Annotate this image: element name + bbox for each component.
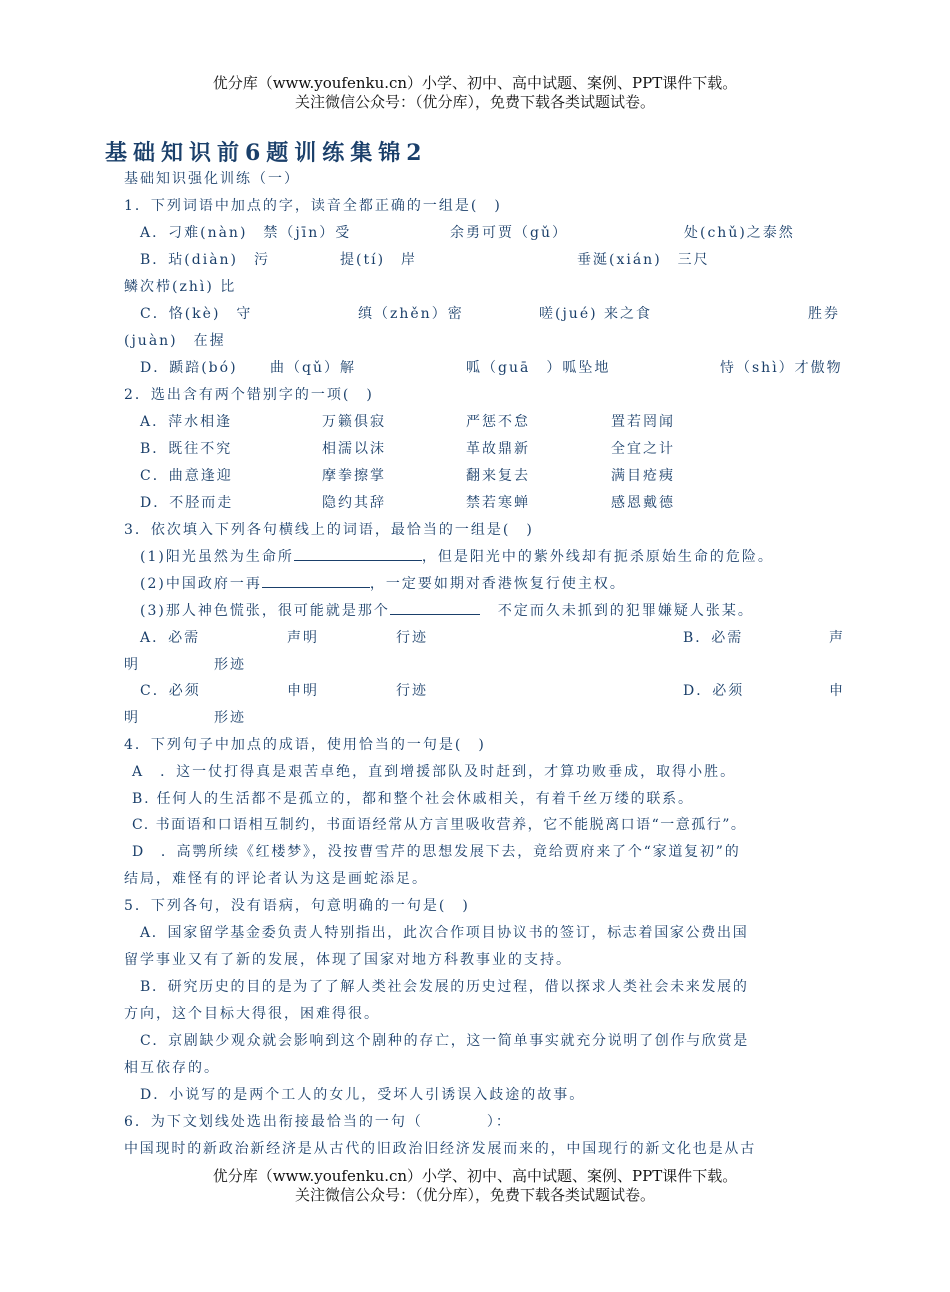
q1-stem: 1．下列词语中加点的字，读音全都正确的一组是( )	[124, 198, 502, 214]
q3-blank-1	[294, 546, 422, 561]
q2-a-4: 置若罔闻	[611, 414, 675, 430]
q3-option-a-1: A．必需	[140, 630, 201, 646]
q3-blank-2	[262, 573, 370, 588]
q2-d-4: 感恩戴德	[611, 495, 675, 511]
q3-stem: 3．依次填入下列各句横线上的词语，最恰当的一组是( )	[124, 522, 534, 538]
q1-option-d-part2: 曲（qǔ）解	[270, 360, 356, 376]
header-line-1: 优分库（www.youfenku.cn）小学、初中、高中试题、案例、PPT课件下载。	[212, 74, 738, 92]
q1-option-c-part4: 胜券	[808, 306, 840, 322]
q3-option-a-3: 行迹	[396, 630, 428, 646]
q3-sentence-2-a: (2)中国政府一再	[140, 576, 262, 592]
q3-sentence-3	[140, 600, 754, 620]
q2-a-2: 万籁俱寂	[322, 414, 386, 430]
q1-option-c-part3: 嗟(jué) 来之食	[539, 306, 653, 322]
q3-sentence-2-b: ，一定要如期对香港恢复行使主权。	[369, 576, 626, 592]
document-title: 基础知识前6题训练集锦2	[105, 140, 428, 166]
q1-option-a-part2: 余勇可贾（gǔ）	[450, 225, 568, 241]
q1-option-a-part1: A．刁难(nàn) 禁（jīn）受	[140, 225, 352, 241]
q1-option-b-part2: 提(tí) 岸	[340, 252, 418, 268]
q3-sentence-2	[140, 573, 626, 593]
q6-stem: 6．为下文划线处选出衔接最恰当的一句（ ）：	[124, 1114, 512, 1130]
q1-option-c-part5: (juàn) 在握	[124, 333, 226, 349]
q3-blank-3	[390, 600, 480, 615]
q3-sentence-1	[140, 546, 774, 566]
q4-option-d-line1: D ．高鹗所续《红楼梦》，没按曹雪芹的思想发展下去，竟给贾府来了个“家道复初”的	[132, 844, 741, 860]
q1-option-b-part3: 垂涎(xián) 三尺	[577, 252, 710, 268]
q3-sentence-3-a: (3)那人神色慌张，很可能就是那个	[140, 603, 390, 619]
q5-option-b-line2: 方向，这个目标大得很，困难得很。	[124, 1006, 380, 1022]
q5-stem: 5．下列各句，没有语病，句意明确的一句是( )	[124, 898, 470, 914]
q1-option-c-part1: C．恪(kè) 守	[140, 306, 253, 322]
q6-passage-line1: 中国现时的新政治新经济是从古代的旧政治旧经济发展而来的，中国现行的新文化也是从古	[124, 1141, 756, 1157]
q5-option-a-line1: A．国家留学基金委负责人特别指出，此次合作项目协议书的签订，标志着国家公费出国	[140, 925, 749, 941]
q3-option-c-1: C．必须	[140, 683, 201, 699]
q2-a-1: A．萍水相逢	[140, 414, 233, 430]
q3-option-c-3: 行迹	[396, 683, 428, 699]
q3-option-b-4: 形迹	[214, 657, 246, 673]
q3-option-d-3: 明	[124, 710, 140, 726]
q3-option-b-2: 声	[829, 630, 845, 646]
q3-option-b-3: 明	[124, 657, 140, 673]
q3-sentence-3-b: 不定而久未抓到的犯罪嫌疑人张某。	[497, 603, 754, 619]
q4-option-d-line2: 结局，难怪有的评论者认为这是画蛇添足。	[124, 871, 428, 887]
q1-option-b-part4: 鳞次栉(zhì) 比	[124, 279, 237, 295]
footer-line-2: 关注微信公众号：（优分库），免费下载各类试题试卷。	[294, 1186, 655, 1204]
q1-option-d-part1: D．踬踣(bó)	[140, 360, 238, 376]
q1-option-d-part3: 呱（guā ）呱坠地	[466, 360, 611, 376]
q3-option-c-2: 申明	[287, 683, 319, 699]
q2-b-4: 全宜之计	[611, 441, 675, 457]
q2-b-1: B．既往不究	[140, 441, 233, 457]
q1-option-a-part3: 处(chǔ)之泰然	[684, 225, 795, 241]
q2-d-1: D．不胫而走	[140, 495, 234, 511]
q2-c-3: 翻来复去	[466, 468, 530, 484]
q2-c-4: 满目疮痍	[611, 468, 675, 484]
q1-option-b-part1: B．玷(diàn) 污	[140, 252, 271, 268]
q3-option-d-1: D．必须	[683, 683, 745, 699]
section-subtitle: 基础知识强化训练（一）	[124, 171, 300, 187]
q5-option-c-line2: 相互依存的。	[124, 1060, 220, 1076]
q3-option-a-2: 声明	[287, 630, 319, 646]
q2-c-1: C．曲意逢迎	[140, 468, 233, 484]
q2-a-3: 严惩不怠	[466, 414, 530, 430]
q5-option-b-line1: B．研究历史的目的是为了了解人类社会发展的历史过程，借以探求人类社会未来发展的	[140, 979, 749, 995]
q4-option-b: B. 任何人的生活都不是孤立的，都和整个社会休戚相关，有着千丝万缕的联系。	[132, 791, 694, 807]
q2-b-2: 相濡以沫	[322, 441, 386, 457]
q2-d-3: 禁若寒蝉	[466, 495, 530, 511]
header-line-2: 关注微信公众号：（优分库），免费下载各类试题试卷。	[294, 93, 655, 111]
q2-d-2: 隐约其辞	[322, 495, 386, 511]
q3-option-d-4: 形迹	[214, 710, 246, 726]
q2-c-2: 摩拳擦掌	[322, 468, 386, 484]
q4-stem: 4．下列句子中加点的成语，使用恰当的一句是( )	[124, 737, 486, 753]
q4-option-c: C. 书面语和口语相互制约，书面语经常从方言里吸收营养，它不能脱离口语“一意孤行”。	[132, 817, 747, 833]
page-footer	[0, 1167, 950, 1205]
q5-option-a-line2: 留学事业又有了新的发展，体现了国家对地方科教事业的支持。	[124, 952, 572, 968]
q1-option-d-part4: 恃（shì）才傲物	[720, 360, 843, 376]
q5-option-c-line1: C．京剧缺少观众就会影响到这个剧种的存亡，这一简单事实就充分说明了创作与欣赏是	[140, 1033, 750, 1049]
q3-option-b-1: B．必需	[683, 630, 744, 646]
q5-option-d: D．小说写的是两个工人的女儿，受坏人引诱误入歧途的故事。	[140, 1087, 586, 1103]
q1-option-c-part2: 缜（zhěn）密	[358, 306, 464, 322]
q2-b-3: 革故鼎新	[466, 441, 530, 457]
q3-option-d-2: 申	[829, 683, 845, 699]
q3-sentence-1-b: ，但是阳光中的紫外线却有扼杀原始生命的危险。	[421, 549, 774, 565]
q3-sentence-1-a: (1)阳光虽然为生命所	[140, 549, 294, 565]
page-header	[0, 74, 950, 112]
q4-option-a: A ．这一仗打得真是艰苦卓绝，直到增援部队及时赶到，才算功败垂成，取得小胜。	[132, 764, 737, 780]
footer-line-1: 优分库（www.youfenku.cn）小学、初中、高中试题、案例、PPT课件下载。	[212, 1167, 738, 1185]
q2-stem: 2．选出含有两个错别字的一项( )	[124, 387, 374, 403]
